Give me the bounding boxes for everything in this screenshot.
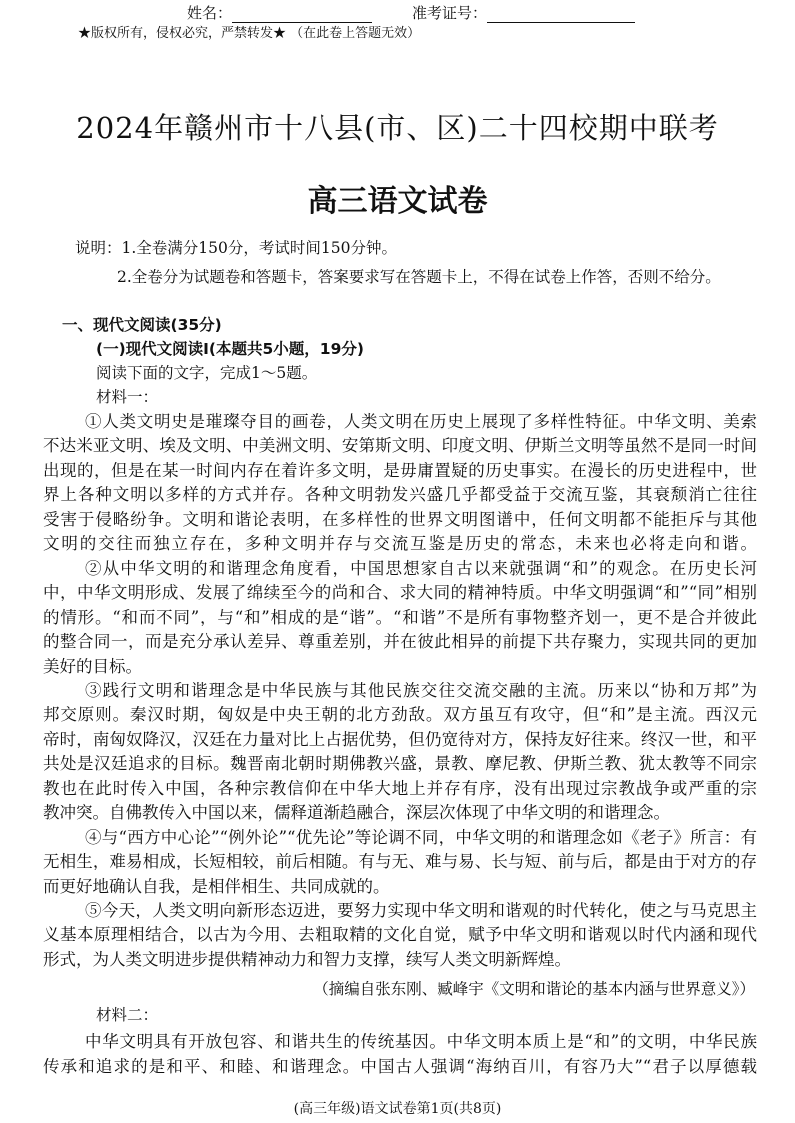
copyright-notice: ★版权所有，侵权必究，严禁转发★ （在此卷上答题无效）	[78, 26, 421, 41]
text-line: 而更好地确认自我，是相伴相生、共同成就的。	[43, 876, 390, 896]
text-line: 形式，为人类文明进步提供精神动力和智力支撑，续写人类文明新辉煌。	[43, 949, 571, 969]
exam-subtitle: 高三语文试卷	[307, 184, 488, 219]
text-line: 文明的交往而独立存在，多种文明并存与交流互鉴是历史的常态，未来也必将走向和谐。	[43, 534, 757, 553]
name-label: 姓名：	[187, 4, 233, 22]
instructions-1: 说明：1.全卷满分150分，考试时间150分钟。	[75, 239, 397, 257]
name-field	[187, 2, 372, 23]
exam-id-field	[412, 2, 635, 23]
text-line: ③践行文明和谐理念是中华民族与其他民族交往交流交融的主流。历来以“协和万邦”为	[85, 680, 757, 699]
text-line: 义基本原理相结合，以古为今用、去粗取精的文化自觉，赋予中华文明和谐观以时代内涵和现代	[43, 925, 757, 944]
instructions-2: 2.全卷分为试题卷和答题卡，答案要求写在答题卡上，不得在试卷上作答，否则不给分。	[117, 268, 721, 286]
material-1-label: 材料一：	[96, 388, 159, 406]
source-citation: （摘编自张东刚、臧峰宇《文明和谐论的基本内涵与世界意义》）	[313, 980, 755, 998]
exam-title: 2024年赣州市十八县(市、区)二十四校期中联考	[76, 111, 719, 145]
text-line: 美好的目标。	[43, 656, 142, 676]
text-line: 受害于侵略纷争。文明和谐论表明，在多样性的世界文明图谱中，任何文明都不能拒斥与其他	[43, 509, 757, 528]
page-footer: (高三年级)语文试卷第1页(共8页)	[293, 1101, 502, 1117]
name-blank	[232, 7, 372, 23]
reading-instruction: 阅读下面的文字，完成1～5题。	[96, 364, 318, 382]
text-line: ①人类文明史是璀璨夺目的画卷，人类文明在历史上展现了多样性特征。中华文明、美索	[85, 412, 757, 430]
text-line: 中华文明具有开放包容、和谐共生的传统基因。中华文明本质上是“和”的文明，中华民族	[85, 1032, 757, 1050]
text-line: ②从中华文明的和谐理念角度看，中国思想家自古以来就强调“和”的观念。在历史长河	[85, 558, 757, 577]
text-line: 不达米亚文明、埃及文明、中美洲文明、安第斯文明、印度文明、伊斯兰文明等虽然不是同一时间	[43, 436, 757, 455]
text-line: 中，中华文明形成、发展了绵续至今的尚和合、求大同的精神特质。中华文明强调“和”“同”相别	[43, 583, 757, 602]
text-line: 的情形。“和而不同”，与“和”相成的是“谐”。“和谐”不是所有事物整齐划一，更不是合并彼此	[43, 607, 757, 626]
text-line: 界上各种文明以多样的方式并存。各种文明勃发兴盛几乎都受益于交流互鉴，其衰颓消亡往往	[43, 485, 757, 504]
text-line: 共处是汉廷追求的目标。魏晋南北朝时期佛教兴盛，景教、摩尼教、伊斯兰教、犹太教等不同宗	[43, 754, 757, 773]
material-2-label: 材料二：	[96, 1006, 159, 1024]
text-line: 的整合同一，而是充分承认差异、尊重差别，并在彼此相异的前提下共存聚力，实现共同的更加	[43, 632, 757, 651]
exam-id-label: 准考证号：	[412, 4, 488, 22]
text-line: 出现的，但是在某一时间内存在着许多文明，是毋庸置疑的历史事实。在漫长的历史进程中，世	[43, 460, 757, 479]
text-line: 传承和追求的是和平、和睦、和谐理念。中国古人强调“海纳百川，有容乃大”“君子以厚德载	[43, 1056, 757, 1075]
text-line: 教也在此时传入中国，各种宗教信仰在中华大地上并存有序，没有出现过宗教战争或严重的宗	[43, 778, 757, 797]
text-line: ⑤今天，人类文明向新形态迈进，要努力实现中华文明和谐观的时代转化，使之与马克思主	[85, 901, 757, 919]
text-line: 帝时，南匈奴降汉，汉廷在力量对比上占据优势，但仍宽待对方，保持友好往来。终汉一世，和平	[43, 729, 757, 748]
text-line: 教冲突。自佛教传入中国以来，儒释道渐趋融合，深层次体现了中华文明的和谐理念。	[43, 803, 670, 823]
section-subheading: (一)现代文阅读Ⅰ(本题共5小题，19分)	[96, 340, 364, 358]
text-line: 邦交原则。秦汉时期，匈奴是中央王朝的北方劲敌。双方虽互有攻守，但“和”是主流。西汉元	[43, 705, 757, 724]
exam-id-blank	[487, 7, 635, 23]
section-heading: 一、现代文阅读(35分)	[62, 316, 222, 334]
text-line: 无相生，难易相成，长短相较，前后相随。有与无、难与易、长与短、前与后，都是由于对方的存	[43, 852, 757, 871]
text-line: ④与“西方中心论”“例外论”“优先论”等论调不同，中华文明的和谐理念如《老子》所言：有	[85, 827, 757, 846]
